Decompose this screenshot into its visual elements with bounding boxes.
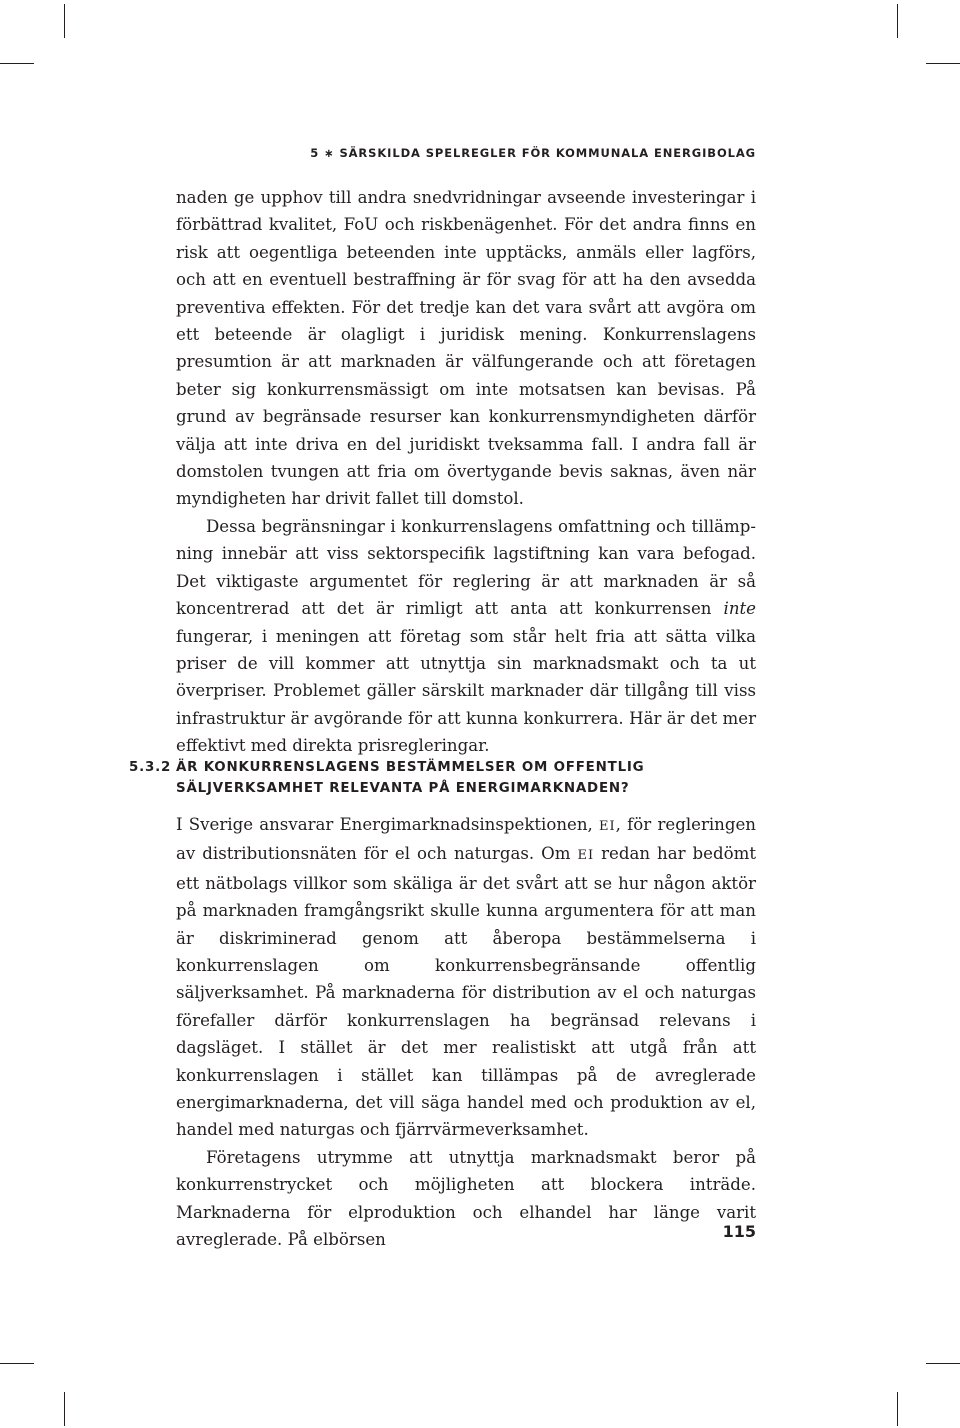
- crop-mark: [897, 4, 898, 38]
- crop-mark: [926, 63, 960, 64]
- paragraph: [176, 811, 756, 1144]
- paragraph-text: , för regleringen av distributionsnäten för el och naturgas. Om: [176, 815, 756, 864]
- section-number: 5.3.2: [129, 760, 172, 775]
- crop-mark: [0, 1363, 34, 1364]
- paragraph-text: fungerar, i meningen att företag som står helt fria att sätta vilka priser de vill kommer att utnyttja sin marknadsmakt och ta ut överpriser. Problemet gäller särskilt marknader där tillgång till viss infrastruktur är avgörande för att kunna konkurrera. Här är det mer effektivt med direkta prisregleringar.: [176, 626, 756, 756]
- paragraph-text: redan har bedömt ett nätbolags villkor som skäliga är det svårt att se hur någon aktör på marknaden framgångsrikt skulle kunna argumentera för att man är diskriminerad genom att åberopa bestämmelserna i konkurrenslagen om konkurrensbegränsande offentlig säljverksamhet. På marknaderna för distribution av el och naturgas förefaller därför konkurrenslagen ha begränsad relevans i dagsläget. I stället är det mer realistiskt att utgå från att konkurrenslagen i stället kan tillämpas på de avreglerade energimarknaderna, det vill säga handel med och produktion av el, handel med naturgas och fjärrvärmeverksamhet.: [176, 844, 757, 1140]
- emphasis: inte: [723, 599, 756, 619]
- crop-mark: [64, 4, 65, 38]
- section-title-line-1: ÄR KONKURRENSLAGENS BESTÄMMELSER OM OFFENTLIG: [176, 760, 645, 775]
- body-text-after: [176, 811, 756, 1254]
- crop-mark: [0, 63, 34, 64]
- paragraph: Företagens utrymme att utnyttja marknadsmakt beror på konkurrenstrycket och möjligheten att blockera inträde. Marknaderna för elproduktion och elhandel har länge varit avreglerade. På elbörsen: [176, 1147, 756, 1250]
- section-title-line-2: SÄLJVERKSAMHET RELEVANTA PÅ ENERGIMARKNADEN?: [176, 781, 630, 796]
- paragraph: naden ge upphov till andra snedvridningar avseende investeringar i förbättrad kvalitet, FoU och riskbenägenhet. För det andra finns en risk att oegentliga beteenden inte upptäcks, anmäls eller lagförs, och att en eventuell bestraffning är för svag för att ha den avsedda preventiva effekten. För det tredje kan det vara svårt att avgöra om ett beteende är olagligt i juridisk mening. Konkurrenslagens presumtion är att marknaden är välfungerande och att företagen beter sig konkurrensmässigt om inte motsatsen kan bevisas. På grund av begränsade resurser kan konkurrensmyndigheten därför välja att inte driva en del juridiskt tveksamma fall. I andra fall är domstolen tvungen att fria om övertygande bevis saknas, även när myndigheten har drivit fallet till domstol.: [176, 188, 756, 509]
- paragraph-text: Dessa begränsningar i konkurrenslagens omfattning och tillämpning innebär att viss sektorspecifik lagstiftning kan vara befogad. Det viktigaste argumentet för reglering är att marknaden är så koncentrerad att det är rimligt att anta att konkurrensen: [176, 516, 756, 619]
- paragraph: [176, 513, 756, 760]
- abbreviation: EI: [577, 848, 595, 864]
- paragraph-text: I Sverige ansvarar Energimarknadsinspektionen,: [176, 815, 600, 834]
- running-head: 5 ∗ SÄRSKILDA SPELREGLER FÖR KOMMUNALA ENERGIBOLAG: [310, 146, 756, 160]
- section-heading: [129, 757, 769, 799]
- abbreviation: EI: [599, 819, 616, 834]
- crop-mark: [926, 1363, 960, 1364]
- crop-mark: [64, 1392, 65, 1426]
- body-text-before: [176, 184, 756, 760]
- page-number: 115: [722, 1222, 756, 1241]
- crop-mark: [897, 1392, 898, 1426]
